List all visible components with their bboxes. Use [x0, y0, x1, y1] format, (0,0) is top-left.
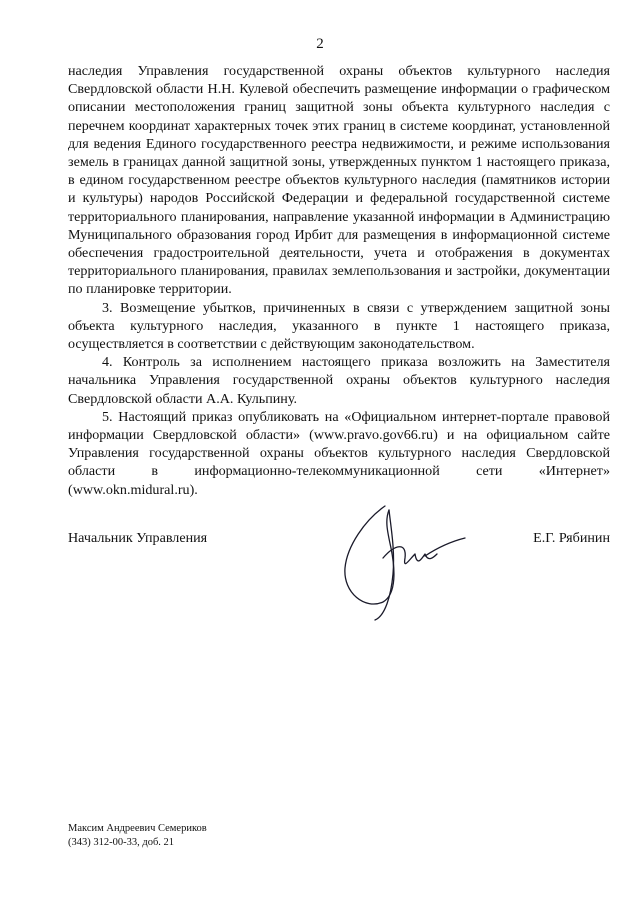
executor-name: Максим Андреевич Семериков	[68, 823, 207, 834]
paragraph-item-5: 5. Настоящий приказ опубликовать на «Официальном интернет-портале правовой информации Свердловской области» (www.pravo.gov66.ru) и на официальном сайте Управления государственной охраны объектов культурного наследия Свердловской области в информационно-телекоммуникационной сети «Интернет» (www.okn.midural.ru).	[68, 408, 610, 498]
page-number: 2	[316, 36, 324, 52]
executor-phone: (343) 312-00-33, доб. 21	[68, 836, 175, 848]
signatory-title: Начальник Управления	[68, 530, 208, 546]
paragraph-item-3: 3. Возмещение убытков, причиненных в связи с утверждением защитной зоны объекта культурного наследия, указанного в пункте 1 настоящего приказа, осуществляется в соответствии с действующим законодательством.	[68, 299, 610, 353]
executor-info	[68, 822, 207, 849]
signatory-name: Е.Г. Рябинин	[533, 530, 610, 546]
paragraph-item-4: 4. Контроль за исполнением настоящего приказа возложить на Заместителя начальника Управления государственной охраны объектов культурного наследия Свердловской области А.А. Кульпину.	[68, 354, 610, 407]
document-body	[68, 62, 610, 499]
paragraph-continuation: наследия Управления государственной охраны объектов культурного наследия Свердловской области Н.Н. Кулевой обеспечить размещение информации о графическом описании местоположения границ защитной зоны объекта культурного наследия с перечнем координат характерных точек этих границ в системе координат, установленной для ведения Единого государственного реестра недвижимости, и режиме использования земель в границах данной защитной зоны, утвержденных пунктом 1 настоящего приказа, в едином государственном реестре объектов культурного наследия (памятников истории и культуры) народов Российской Федерации и федеральной государственной системе территориального планирования, направление указанной информации в Администрацию Муниципального образования город Ирбит для размещения в информационной системе обеспечения градостроительной деятельности, учета и отображения в документах территориального планирования, правилах землепользования и застройки, документации по планировке территории.	[68, 63, 610, 298]
handwritten-signature	[325, 498, 475, 628]
